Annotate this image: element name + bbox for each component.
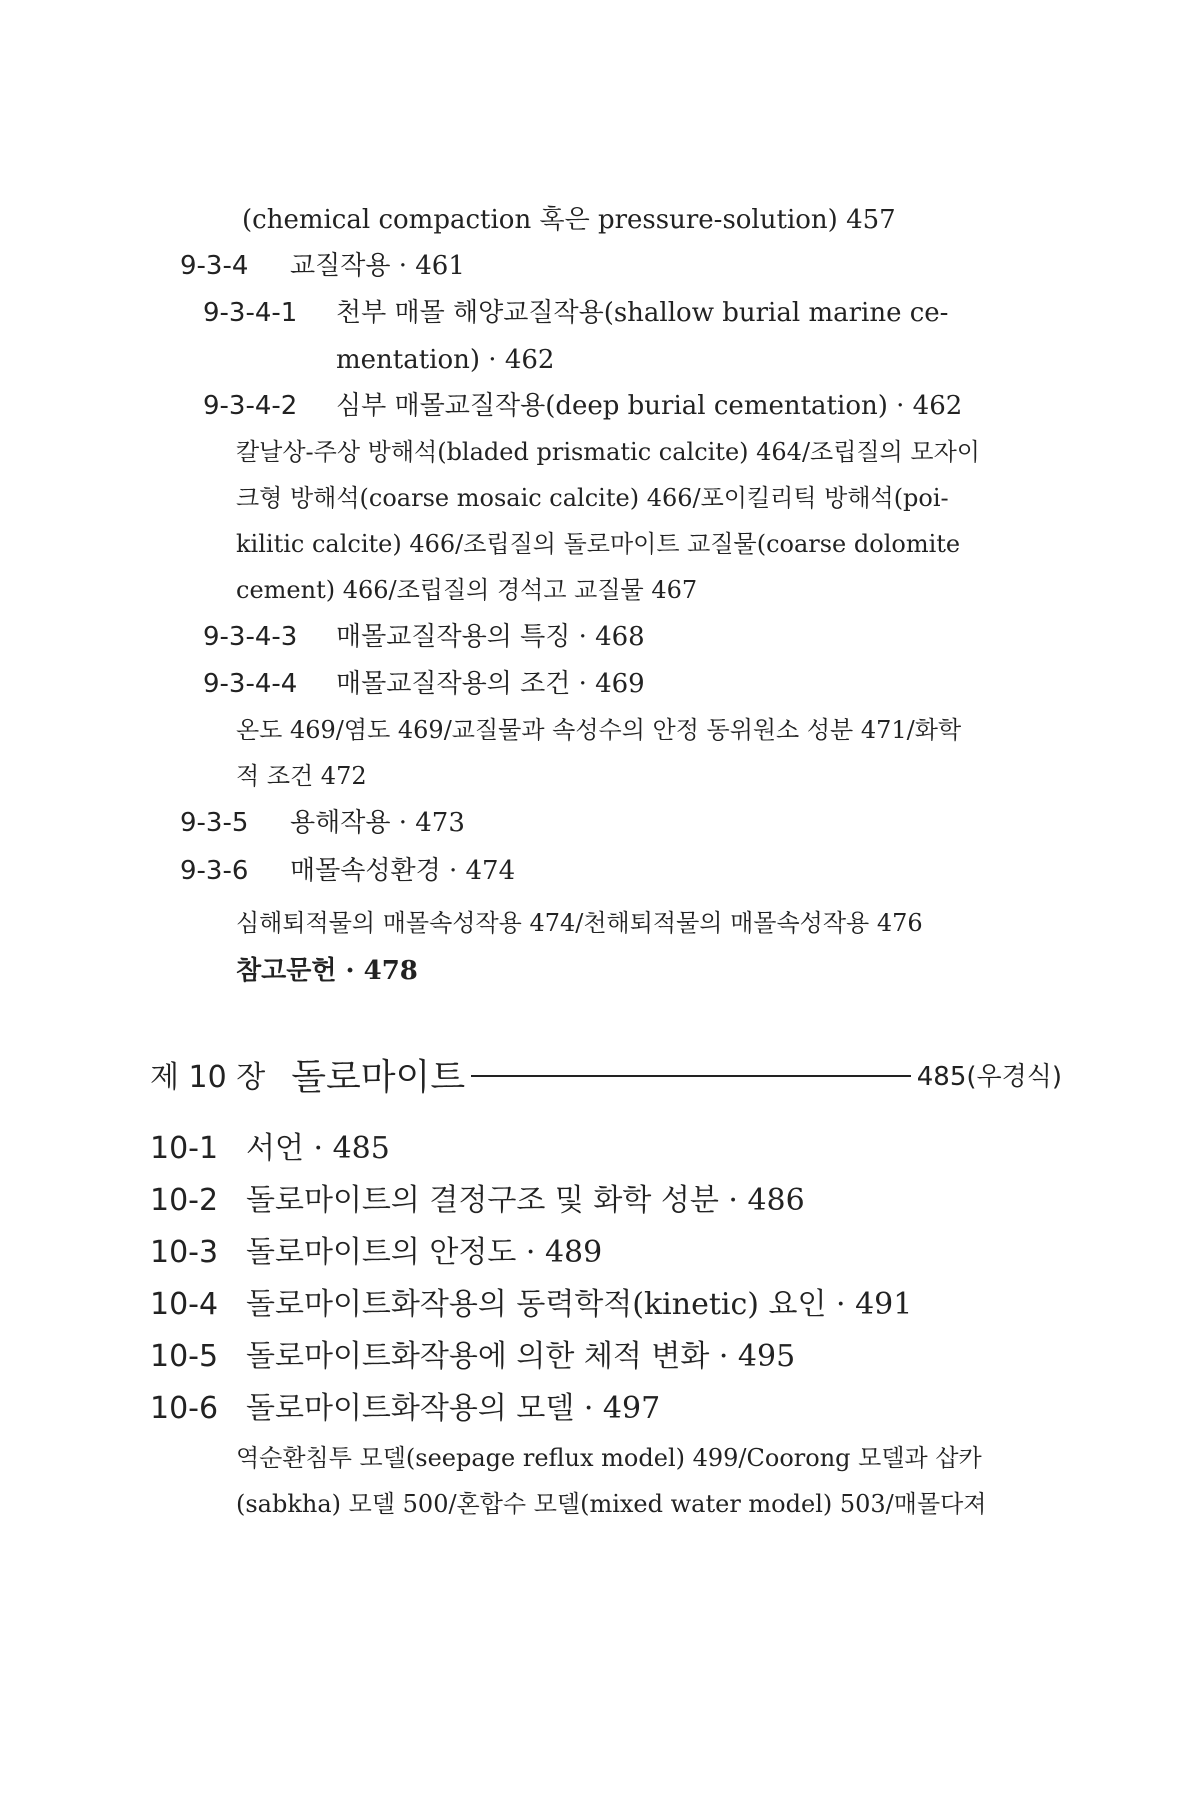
section-title: 서언 · 485 bbox=[246, 1131, 390, 1166]
leader-rule bbox=[471, 1075, 911, 1077]
toc-number: 9-3-4-1 bbox=[203, 298, 298, 328]
toc-number: 9-3-4 bbox=[180, 251, 249, 281]
toc-entry-compaction: (chemical compaction 혹은 pressure-solution) 457 bbox=[242, 205, 896, 235]
toc-entry-shallow-burial: 천부 매몰 해양교질작용(shallow burial marine ce- bbox=[336, 298, 949, 328]
section-title: 돌로마이트화작용의 모델 · 497 bbox=[246, 1391, 661, 1426]
toc-entry-deep-burial: 심부 매몰교질작용(deep burial cementation) · 462 bbox=[336, 391, 963, 421]
section-title: 돌로마이트의 안정도 · 489 bbox=[246, 1235, 603, 1270]
toc-subentry-line: 심해퇴적물의 매몰속성작용 474/천해퇴적물의 매몰속성작용 476 bbox=[236, 909, 923, 937]
chapter-heading bbox=[150, 1054, 1062, 1098]
toc-number: 9-3-5 bbox=[180, 808, 249, 838]
toc-subentry-line: (sabkha) 모델 500/혼합수 모델(mixed water model) 503/매몰다져 bbox=[236, 1490, 987, 1518]
chapter-page: 485(우경식) bbox=[916, 1061, 1062, 1092]
toc-subentry-line: cement) 466/조립질의 경석고 교질물 467 bbox=[236, 576, 698, 604]
toc-entry-conditions: 매몰교질작용의 조건 · 469 bbox=[336, 669, 645, 699]
toc-subentry-line: kilitic calcite) 466/조립질의 돌로마이트 교질물(coarse dolomite bbox=[236, 530, 961, 558]
toc-entry-dissolution: 용해작용 · 473 bbox=[290, 808, 465, 838]
toc-entry-burial-environment: 매몰속성환경 · 474 bbox=[290, 856, 516, 886]
section-title: 돌로마이트화작용에 의한 체적 변화 · 495 bbox=[246, 1339, 796, 1374]
toc-subentry-line: 크형 방해석(coarse mosaic calcite) 466/포이킬리틱 방해석(poi- bbox=[236, 484, 949, 512]
section-title: 돌로마이트화작용의 동력학적(kinetic) 요인 · 491 bbox=[246, 1287, 913, 1322]
section-number: 10-5 bbox=[150, 1339, 219, 1374]
section-number: 10-6 bbox=[150, 1391, 219, 1426]
toc-entry-cementation: 교질작용 · 461 bbox=[290, 251, 465, 281]
chapter-title: 돌로마이트 bbox=[291, 1056, 466, 1098]
section-number: 10-2 bbox=[150, 1183, 219, 1218]
toc-subentry-line: 온도 469/염도 469/교질물과 속성수의 안정 동위원소 성분 471/화학 bbox=[236, 716, 962, 744]
toc-number: 9-3-4-2 bbox=[203, 391, 298, 421]
toc-subentry-line: 칼날상-주상 방해석(bladed prismatic calcite) 464/조립질의 모자이 bbox=[236, 438, 980, 466]
toc-number: 9-3-4-4 bbox=[203, 669, 298, 699]
toc-number: 9-3-4-3 bbox=[203, 622, 298, 652]
chapter-label: 제 10 장 bbox=[150, 1060, 266, 1095]
section-number: 10-1 bbox=[150, 1131, 219, 1166]
toc-number: 9-3-6 bbox=[180, 856, 249, 886]
toc-entry-references: 참고문헌 · 478 bbox=[236, 956, 418, 986]
toc-entry-features: 매몰교질작용의 특징 · 468 bbox=[336, 622, 645, 652]
toc-entry-continuation: mentation) · 462 bbox=[336, 345, 555, 375]
toc-subentry-line: 적 조건 472 bbox=[236, 762, 367, 790]
toc-subentry-line: 역순환침투 모델(seepage reflux model) 499/Coorong 모델과 삽카 bbox=[236, 1444, 982, 1472]
section-number: 10-4 bbox=[150, 1287, 219, 1322]
section-title: 돌로마이트의 결정구조 및 화학 성분 · 486 bbox=[246, 1183, 805, 1218]
section-number: 10-3 bbox=[150, 1235, 219, 1270]
